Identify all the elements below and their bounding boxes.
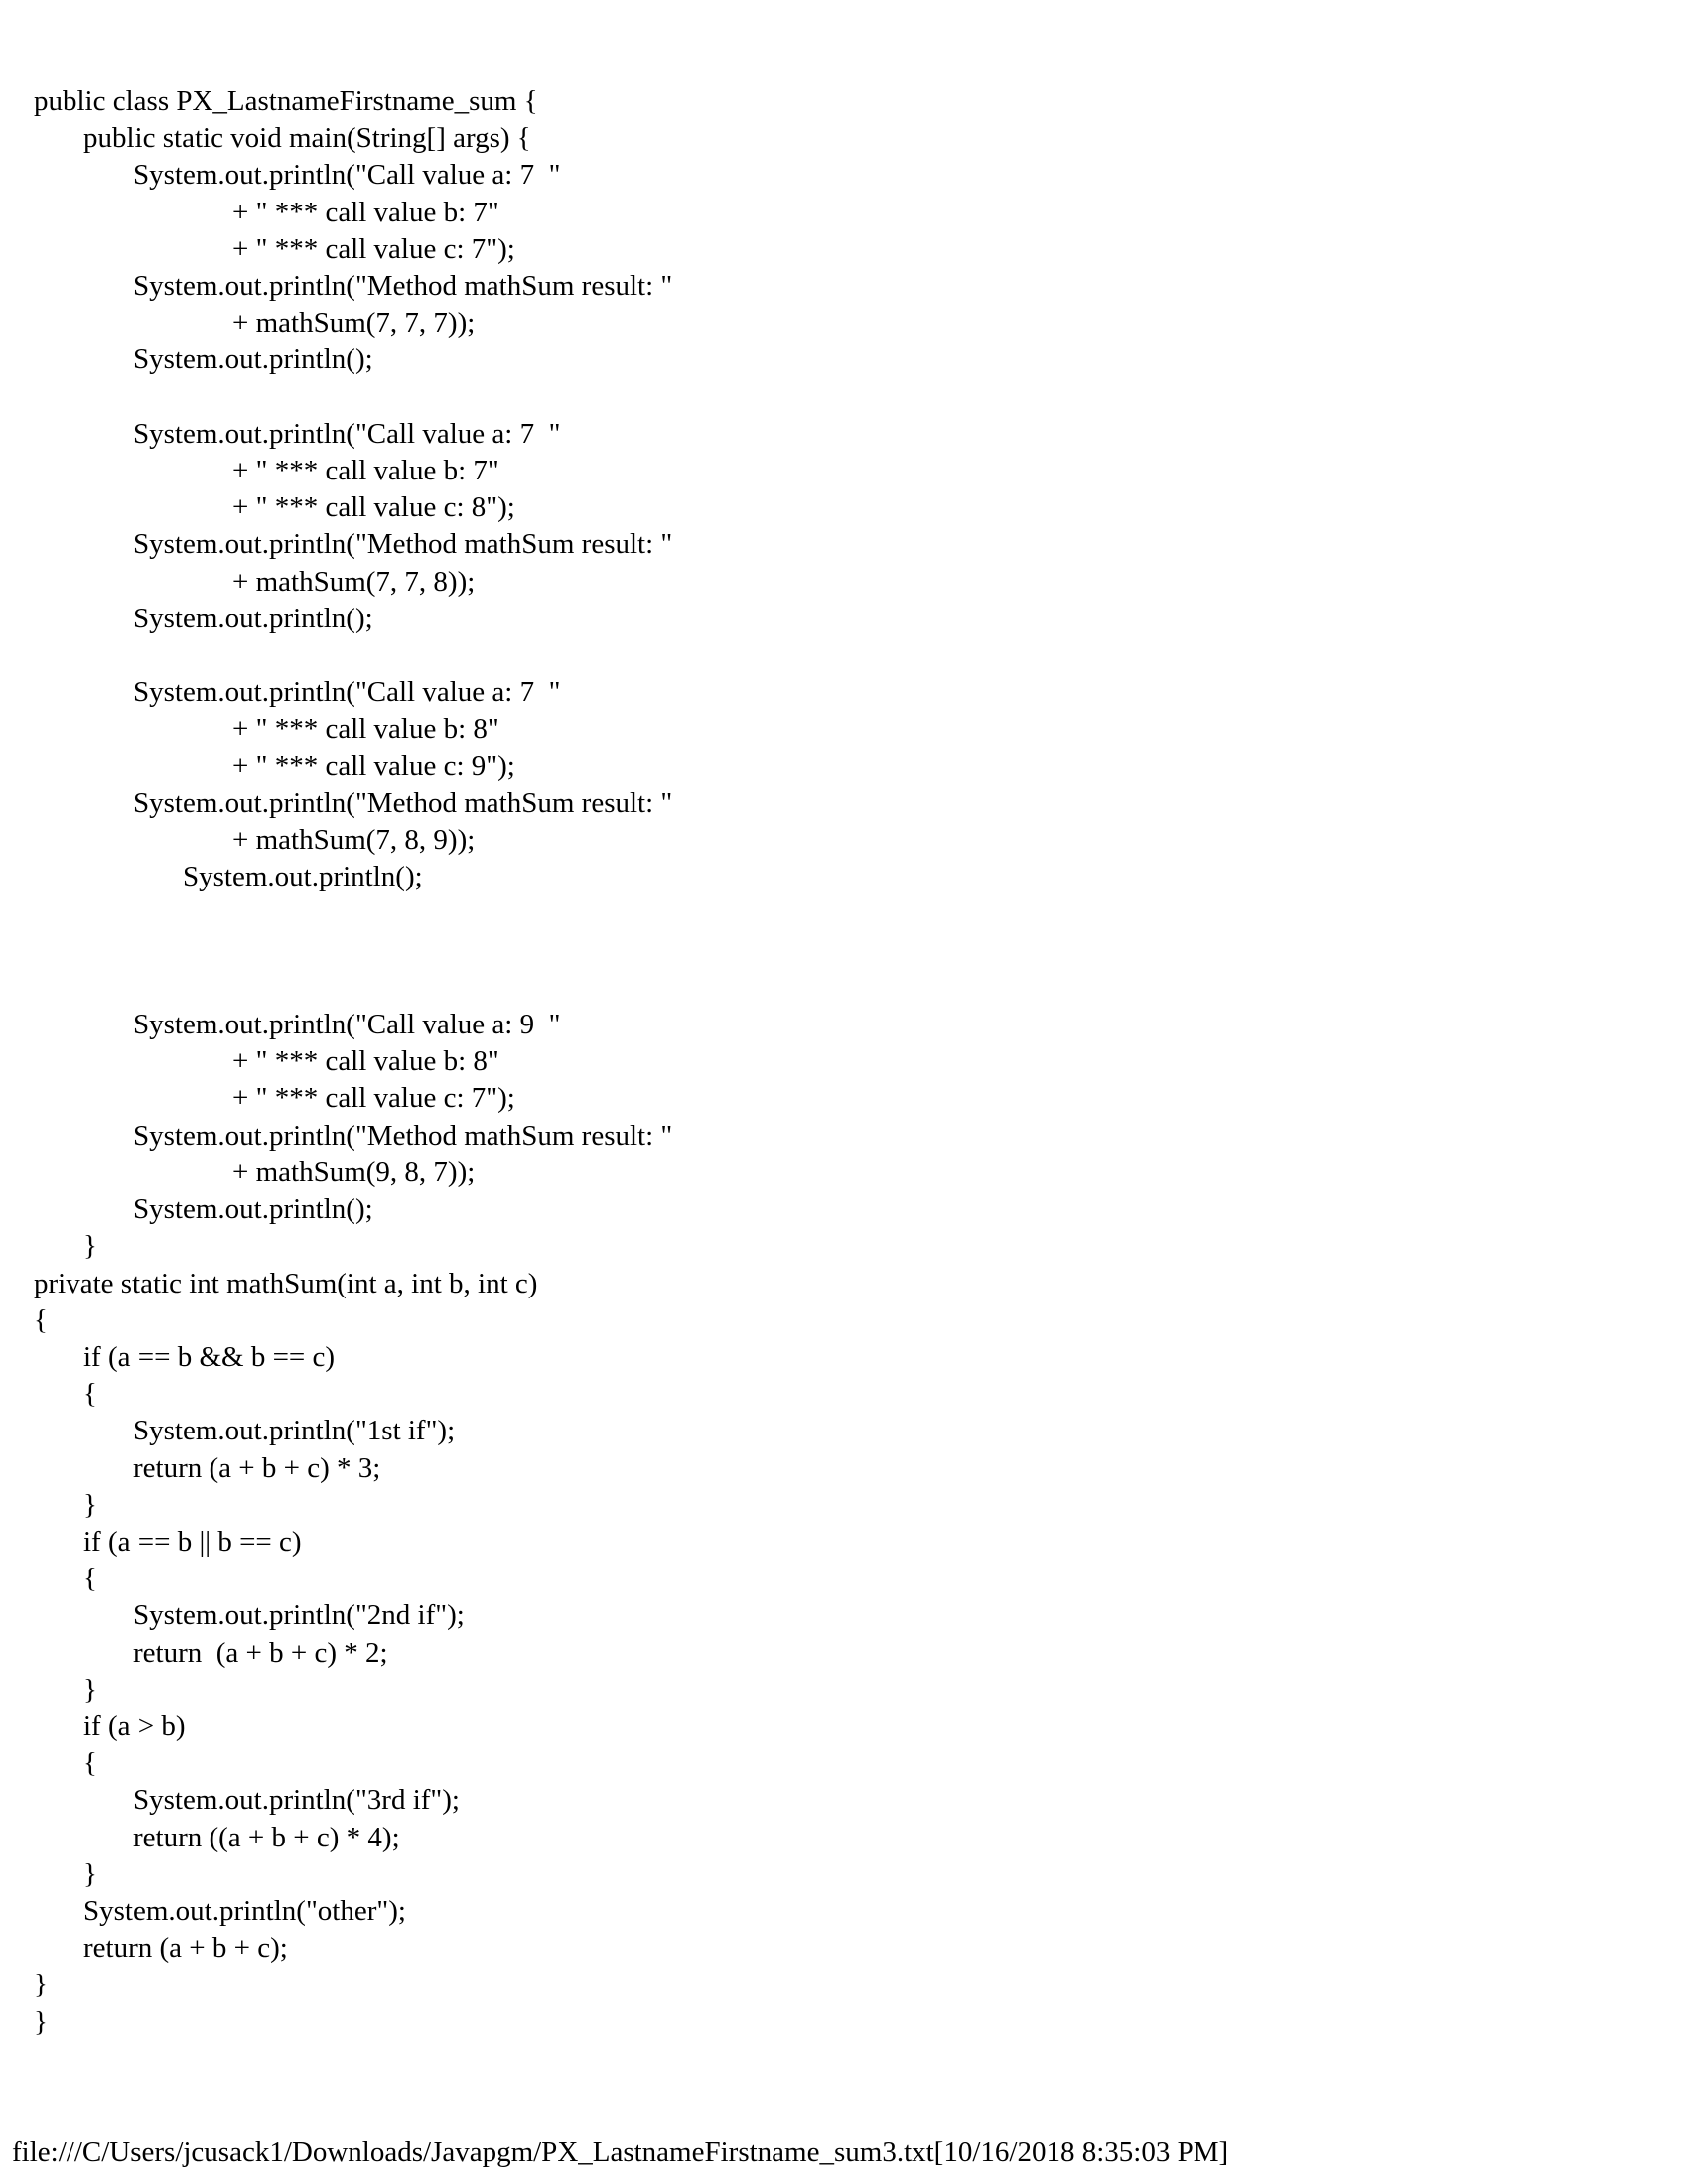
code-line: System.out.println("Method mathSum result: " xyxy=(34,1119,673,1152)
code-line: + " *** call value c: 9"); xyxy=(34,750,515,782)
code-line: return (a + b + c) * 3; xyxy=(34,1451,381,1484)
code-line: System.out.println("Call value a: 7 " xyxy=(34,676,561,709)
code-line: } xyxy=(34,1488,97,1521)
code-line: { xyxy=(34,1378,97,1411)
code-line: System.out.println("Method mathSum result: " xyxy=(34,528,673,561)
code-line: + mathSum(7, 7, 7)); xyxy=(34,307,476,340)
code-line: { xyxy=(34,1563,97,1595)
code-line: + mathSum(7, 7, 8)); xyxy=(34,565,476,598)
code-line: System.out.println("2nd if"); xyxy=(34,1599,465,1632)
code-line: + " *** call value b: 8" xyxy=(34,1045,499,1078)
code-line: System.out.println(); xyxy=(34,602,373,634)
code-line: + " *** call value b: 7" xyxy=(34,196,499,228)
code-line: System.out.println("Call value a: 7 " xyxy=(34,417,561,450)
code-line xyxy=(34,379,672,416)
code-line: System.out.println("Call value a: 7 " xyxy=(34,159,561,192)
code-line: + mathSum(9, 8, 7)); xyxy=(34,1156,476,1188)
code-line: { xyxy=(34,1303,48,1336)
code-line: System.out.println("other"); xyxy=(34,1894,406,1927)
code-line: System.out.println("1st if"); xyxy=(34,1415,456,1447)
code-line: if (a == b || b == c) xyxy=(34,1525,302,1558)
code-line: System.out.println(); xyxy=(34,343,373,376)
code-line: + " *** call value c: 8"); xyxy=(34,491,515,524)
code-line: public static void main(String[] args) { xyxy=(34,122,531,155)
code-line: + " *** call value b: 8" xyxy=(34,713,499,746)
code-content xyxy=(34,83,672,2041)
code-line: System.out.println(); xyxy=(34,1193,373,1226)
code-line: + " *** call value c: 7"); xyxy=(34,1082,515,1115)
code-line: + " *** call value c: 7"); xyxy=(34,232,515,265)
code-line: System.out.println("Method mathSum result: " xyxy=(34,786,673,819)
code-line: } xyxy=(34,2005,48,2038)
code-line xyxy=(34,970,672,1007)
code-line: } xyxy=(34,1969,48,2001)
code-line: System.out.println("3rd if"); xyxy=(34,1784,460,1817)
code-line: + " *** call value b: 7" xyxy=(34,455,499,487)
code-lines xyxy=(34,83,672,2041)
code-line: } xyxy=(34,1673,97,1706)
code-line: System.out.println("Method mathSum result: " xyxy=(34,270,673,303)
code-line: System.out.println(); xyxy=(34,861,423,893)
code-line: } xyxy=(34,1857,97,1890)
code-line: System.out.println("Call value a: 9 " xyxy=(34,1009,561,1041)
code-line: private static int mathSum(int a, int b, int c) xyxy=(34,1267,538,1299)
code-line xyxy=(34,895,672,932)
code-line: return (a + b + c); xyxy=(34,1932,288,1965)
code-line: return (a + b + c) * 2; xyxy=(34,1636,388,1669)
code-line: } xyxy=(34,1230,97,1263)
file-path-footer: file:///C/Users/jcusack1/Downloads/Javapgm/PX_LastnameFirstname_sum3.txt[10/16/2018 8:35:03 PM] xyxy=(12,2136,1229,2168)
code-line: { xyxy=(34,1747,97,1780)
code-line: + mathSum(7, 8, 9)); xyxy=(34,824,476,857)
code-line xyxy=(34,637,672,674)
code-line: public class PX_LastnameFirstname_sum { xyxy=(34,85,538,117)
code-line: if (a == b && b == c) xyxy=(34,1340,336,1373)
code-line xyxy=(34,933,672,970)
code-line: if (a > b) xyxy=(34,1709,186,1742)
code-line: return ((a + b + c) * 4); xyxy=(34,1821,400,1853)
